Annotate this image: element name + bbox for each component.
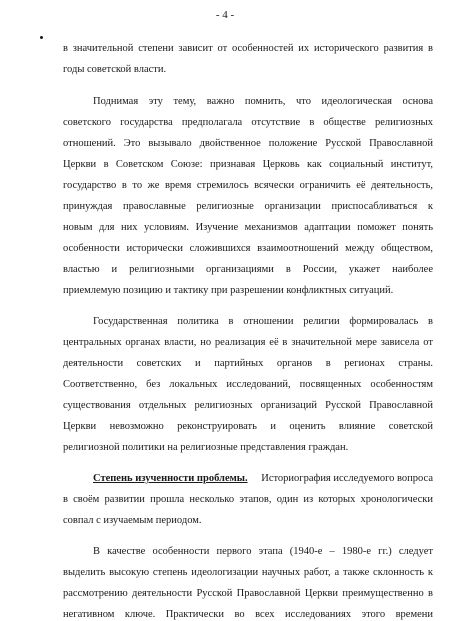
- text-line: Соответственно, без локальных исследований, посвященных особенностям: [63, 379, 433, 390]
- text-fragment: Историография исследуемого вопроса: [261, 473, 433, 484]
- text-line: властью и религиозными организациями в России, укажет наиболее: [63, 264, 433, 275]
- margin-dot: [40, 36, 43, 39]
- text-line: отношений. Это вызывало двойственное положение Русской Православной: [63, 138, 433, 149]
- text-line: советского государства предполагала отсутствие в обществе религиозных: [63, 117, 433, 128]
- text-line: в своём развитии прошла несколько этапов, один из которых хронологически: [63, 494, 433, 505]
- text-line: в значительной степени зависит от особенностей их исторического развития в: [63, 43, 433, 54]
- page-number: - 4 -: [215, 9, 235, 21]
- text-line: годы советской власти.: [63, 64, 167, 75]
- text-line: деятельности советских и партийных органов в регионах страны.: [63, 358, 433, 369]
- text-line: рассмотрению деятельности Русской Православной Церкви преимущественно в: [63, 588, 433, 599]
- text-line: особенности исторически сложившихся взаимоотношений между обществом,: [63, 243, 433, 254]
- text-line: выделить высокую степень идеологизации научных работ, а также склонность к: [63, 567, 433, 578]
- text-line: Церкви в Советском Союзе: признавая Церковь как социальный институт,: [63, 159, 433, 170]
- text-line: совпал с изучаемым периодом.: [63, 515, 202, 526]
- text-line: существования отдельных религиозных организаций Русской Православной: [63, 400, 433, 411]
- text-line: новым для них условиям. Изучение механизмов адаптации поможет понять: [63, 222, 433, 233]
- text-line: принуждая православные религиозные организации приспосабливаться к: [63, 201, 433, 212]
- text-line: Церкви невозможно реконструировать и оценить влияние советской: [63, 421, 433, 432]
- text-line: государство в то же время стремилось всячески ограничить её деятельность,: [63, 180, 433, 191]
- text-line: приемлемую позицию и тактику при разрешении конфликтных ситуаций.: [63, 285, 394, 296]
- section-heading-line: [93, 472, 433, 485]
- text-line: негативном ключе. Практически во всех исследованиях этого времени: [63, 609, 433, 620]
- section-heading: Степень изученности проблемы.: [93, 473, 248, 484]
- text-line: центральных органах власти, но реализация её в значительной мере зависела от: [63, 337, 433, 348]
- text-line: религиозной политики на религиозные представления граждан.: [63, 442, 349, 453]
- text-line: В качестве особенности первого этапа (1940-е – 1980-е гг.) следует: [93, 546, 433, 557]
- text-line: Поднимая эту тему, важно помнить, что идеологическая основа: [93, 96, 433, 107]
- text-line: Государственная политика в отношении религии формировалась в: [93, 316, 433, 327]
